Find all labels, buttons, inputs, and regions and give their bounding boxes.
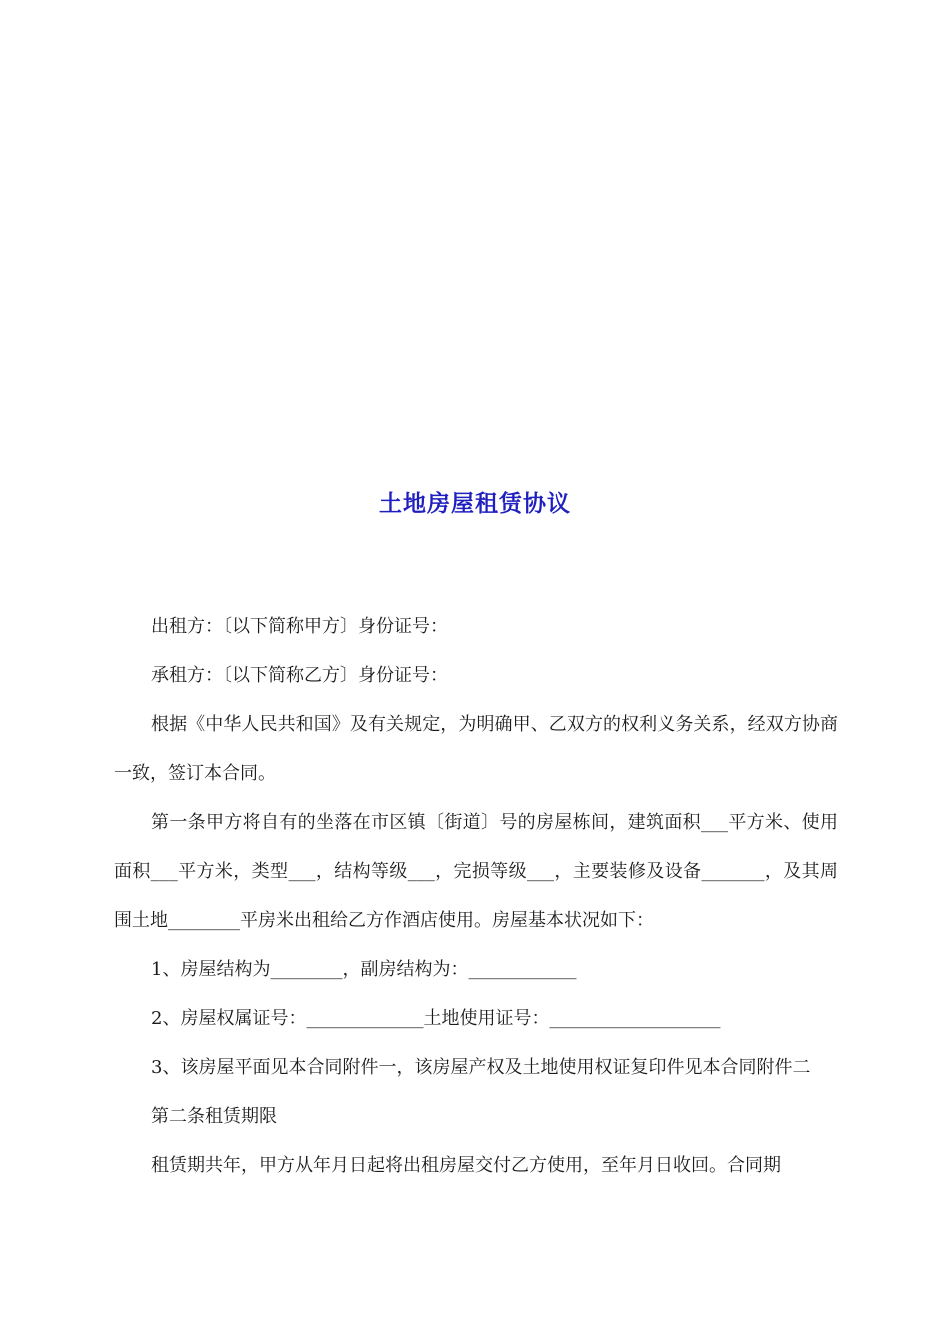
paragraph-article-2-heading: 第二条租赁期限	[151, 1106, 277, 1127]
paragraph-item-3: 3、该房屋平面见本合同附件一，该房屋产权及土地使用权证复印件见本合同附件二	[151, 1057, 811, 1078]
paragraph-preamble: 根据《中华人民共和国》及有关规定，为明确甲、乙双方的权利义务关系，经双方协商一致，签订本合同。	[114, 714, 838, 784]
paragraph-article-1: 第一条甲方将自有的坐落在市区镇〔街道〕号的房屋栋间，建筑面积___平方米、使用面积___平方米，类型___，结构等级___，完损等级___，主要装修及设备_______，及其周围土地________平房米出租给乙方作酒店使用。房屋基本状况如下：	[114, 812, 838, 931]
paragraph-item-1: 1、房屋结构为________，副房结构为：____________	[151, 959, 577, 980]
paragraph-lessee: 承租方：〔以下简称乙方〕身份证号：	[151, 665, 448, 686]
paragraph-item-2: 2、房屋权属证号：_____________土地使用证号：___________________	[151, 1008, 721, 1029]
document-body	[114, 602, 838, 1190]
document-title: 土地房屋租赁协议	[379, 491, 571, 517]
paragraph-article-2-body: 租赁期共年，甲方从年月日起将出租房屋交付乙方使用，至年月日收回。合同期	[151, 1155, 781, 1176]
paragraph-lessor: 出租方：〔以下简称甲方〕身份证号：	[151, 616, 448, 637]
